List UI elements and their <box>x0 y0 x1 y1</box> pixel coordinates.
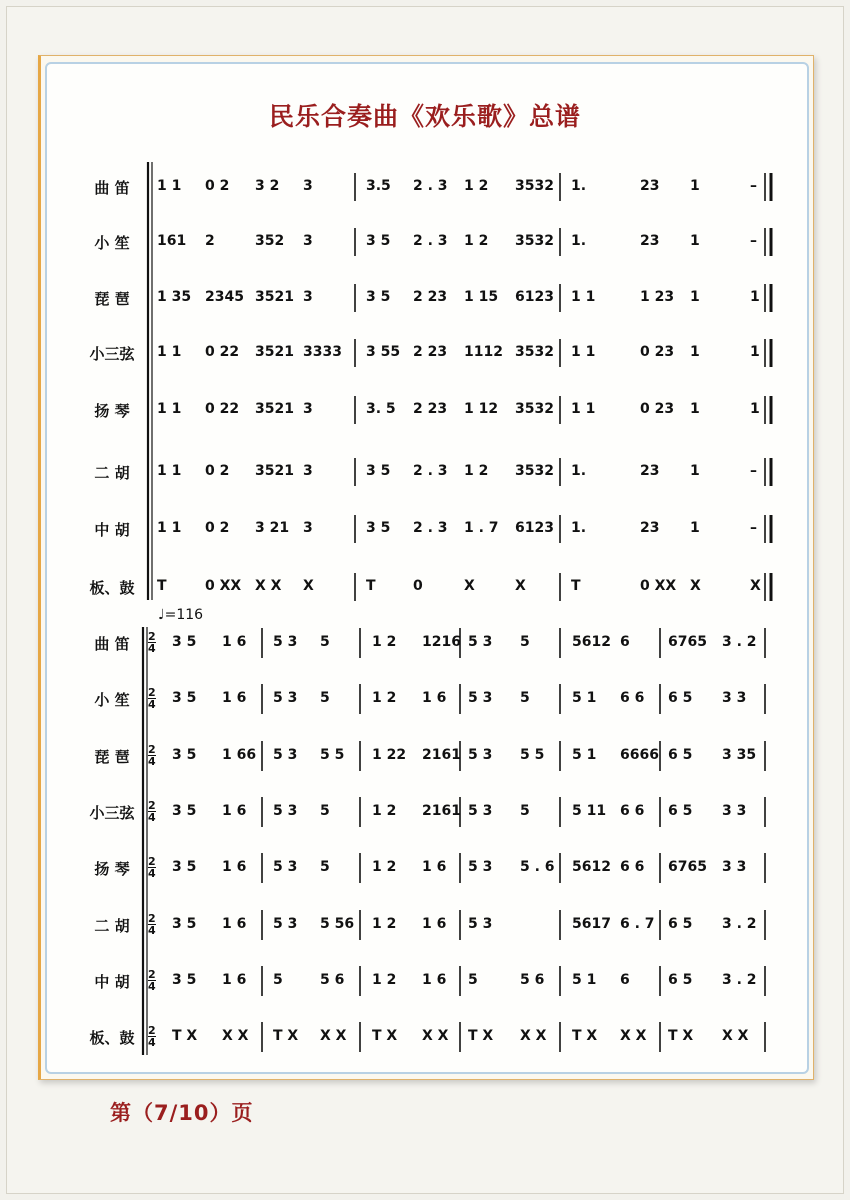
note-group: 161 <box>157 233 187 249</box>
note-group: 5 <box>468 972 478 988</box>
note-group: T X <box>172 1028 198 1044</box>
note-group: 0 2 <box>205 520 230 536</box>
note-group: 1 6 <box>222 859 247 875</box>
note-group: 1. <box>571 520 587 536</box>
note-group: 1 6 <box>222 972 247 988</box>
note-group: 1 2 <box>372 916 397 932</box>
note-group: 6 5 <box>668 690 693 706</box>
note-group: 5617 <box>572 916 611 932</box>
note-group: 6 5 <box>668 916 693 932</box>
note-group: 5 3 <box>468 634 493 650</box>
note-group: 2345 <box>205 289 244 305</box>
note-group: 1. <box>571 233 587 249</box>
note-group: 2 . 3 <box>413 520 448 536</box>
note-group: 3 . 2 <box>722 972 757 988</box>
note-group: 5 <box>520 690 530 706</box>
time-signature-top: 2 <box>148 686 156 699</box>
note-group: 0 22 <box>205 401 240 417</box>
note-group: 3 5 <box>366 520 391 536</box>
note-group: 1 6 <box>222 634 247 650</box>
note-group: 5 <box>273 972 283 988</box>
note-group: 2161 <box>422 803 461 819</box>
note-group: 3 <box>303 233 313 249</box>
note-group: 5 3 <box>273 690 298 706</box>
note-group: 1. <box>571 463 587 479</box>
time-signature-top: 2 <box>148 630 156 643</box>
note-group: 1 <box>750 401 760 417</box>
instrument-label: 琵 琶 <box>94 290 130 308</box>
note-group: 3 5 <box>172 916 197 932</box>
note-group: 1 1 <box>157 520 182 536</box>
note-group: 5 3 <box>273 747 298 763</box>
page-indicator: 第（7/10）页 <box>110 1101 254 1125</box>
note-group: 3532 <box>515 401 554 417</box>
note-group: 1 <box>750 344 760 360</box>
note-group: 5 3 <box>468 803 493 819</box>
note-group: 5 3 <box>468 859 493 875</box>
note-group: X X <box>520 1028 547 1044</box>
note-group: 6 5 <box>668 803 693 819</box>
note-group: T <box>157 578 167 594</box>
note-group: 1 1 <box>571 401 596 417</box>
instrument-label: 二 胡 <box>94 464 130 482</box>
note-group: 3 . 2 <box>722 916 757 932</box>
note-group: 3.5 <box>366 178 391 194</box>
note-group: 0 23 <box>640 344 675 360</box>
note-group: 3 5 <box>172 690 197 706</box>
note-group: 3532 <box>515 178 554 194</box>
note-group: 3 5 <box>366 463 391 479</box>
note-group: 6 5 <box>668 972 693 988</box>
instrument-label: 中 胡 <box>94 973 130 991</box>
note-group: 3521 <box>255 344 294 360</box>
note-group: 3 3 <box>722 690 747 706</box>
note-group: 5 56 <box>320 916 355 932</box>
note-group: 1112 <box>464 344 503 360</box>
note-group: 1 <box>690 289 700 305</box>
note-group: 5 <box>320 690 330 706</box>
note-group: T X <box>668 1028 694 1044</box>
note-group: 2 23 <box>413 289 448 305</box>
note-group: 6765 <box>668 859 707 875</box>
note-group: 3 5 <box>172 634 197 650</box>
note-group: 1. <box>571 178 587 194</box>
note-group: 5 6 <box>320 972 345 988</box>
time-signature-top: 2 <box>148 799 156 812</box>
instrument-label: 中 胡 <box>94 521 130 539</box>
note-group: 3 . 2 <box>722 634 757 650</box>
instrument-label: 板、鼓 <box>89 1029 135 1047</box>
note-group: 3521 <box>255 463 294 479</box>
note-group: 5612 <box>572 634 611 650</box>
note-group: 1 1 <box>157 401 182 417</box>
note-group: 6 6 <box>620 690 645 706</box>
note-group: 1 2 <box>372 634 397 650</box>
note-group: 1 2 <box>464 233 489 249</box>
note-group: 2 23 <box>413 344 448 360</box>
instrument-label: 板、鼓 <box>89 579 135 597</box>
note-group: 3. 5 <box>366 401 396 417</box>
time-signature-bottom: 4 <box>148 1036 156 1049</box>
note-group: 2 23 <box>413 401 448 417</box>
time-signature <box>148 913 156 936</box>
note-group: 1 6 <box>222 916 247 932</box>
note-group: 0 2 <box>205 178 230 194</box>
note-group: 2161 <box>422 747 461 763</box>
time-signature-bottom: 4 <box>148 980 156 993</box>
instrument-label: 小三弦 <box>89 345 135 363</box>
time-signature <box>148 856 156 879</box>
instrument-label: 小 笙 <box>94 234 130 252</box>
note-group: 1 2 <box>464 178 489 194</box>
note-group: T X <box>372 1028 398 1044</box>
note-group: 3 5 <box>172 747 197 763</box>
note-group: – <box>750 520 757 536</box>
note-group: 3 <box>303 520 313 536</box>
note-group: X <box>750 578 761 594</box>
note-group: 5 <box>320 859 330 875</box>
note-group: 5612 <box>572 859 611 875</box>
note-group: 1 <box>690 401 700 417</box>
note-group: 0 23 <box>640 401 675 417</box>
note-group: X X <box>620 1028 647 1044</box>
note-group: – <box>750 233 757 249</box>
instrument-label: 曲 笛 <box>94 635 130 653</box>
note-group: 1 <box>690 520 700 536</box>
note-group: 5 3 <box>468 747 493 763</box>
note-group: 5 3 <box>468 916 493 932</box>
note-group: 3 <box>303 401 313 417</box>
time-signature-top: 2 <box>148 968 156 981</box>
page-title: 民乐合奏曲《欢乐歌》总谱 <box>268 102 581 131</box>
instrument-label: 小三弦 <box>89 804 135 822</box>
note-group: 6 6 <box>620 859 645 875</box>
note-group: 3 3 <box>722 859 747 875</box>
note-group: 6 6 <box>620 803 645 819</box>
note-group: 3 <box>303 463 313 479</box>
note-group: 1 22 <box>372 747 407 763</box>
note-group: 1 . 7 <box>464 520 499 536</box>
instrument-label: 曲 笛 <box>94 179 130 197</box>
note-group: 5 3 <box>273 634 298 650</box>
note-group: 5 <box>320 634 330 650</box>
note-group: 0 XX <box>205 578 242 594</box>
note-group: X <box>303 578 314 594</box>
note-group: 5 <box>520 803 530 819</box>
note-group: 0 22 <box>205 344 240 360</box>
note-group: X <box>515 578 526 594</box>
note-group: 1 2 <box>372 972 397 988</box>
note-group: 0 <box>413 578 423 594</box>
note-group: 6765 <box>668 634 707 650</box>
note-group: 1 6 <box>422 859 447 875</box>
note-group: 1 23 <box>640 289 675 305</box>
note-group: 1 12 <box>464 401 499 417</box>
note-group: 1 2 <box>372 859 397 875</box>
note-group: 1 35 <box>157 289 192 305</box>
note-group: 5 5 <box>320 747 345 763</box>
note-group: 1 <box>690 233 700 249</box>
note-group: 1 <box>690 178 700 194</box>
note-group: 6123 <box>515 520 554 536</box>
note-group: 5 11 <box>572 803 607 819</box>
note-group: 1 1 <box>571 289 596 305</box>
note-group: 2 . 3 <box>413 178 448 194</box>
note-group: T X <box>273 1028 299 1044</box>
tempo-marking: ♩=116 <box>158 607 204 623</box>
note-group: 1 6 <box>222 803 247 819</box>
note-group: 3521 <box>255 289 294 305</box>
time-signature <box>148 744 156 767</box>
note-group: 3 5 <box>172 972 197 988</box>
note-group: 5 1 <box>572 690 597 706</box>
note-group: 5 6 <box>520 972 545 988</box>
note-group: 6 <box>620 972 630 988</box>
note-group: 3 <box>303 289 313 305</box>
note-group: 23 <box>640 178 660 194</box>
note-group: 1 6 <box>422 690 447 706</box>
note-group: 1 1 <box>571 344 596 360</box>
note-group: 1 <box>690 344 700 360</box>
instrument-label: 小 笙 <box>94 691 130 709</box>
note-group: 1 6 <box>422 972 447 988</box>
note-group: 5 <box>520 634 530 650</box>
note-group: 3 5 <box>366 289 391 305</box>
note-group: 352 <box>255 233 285 249</box>
time-signature-top: 2 <box>148 743 156 756</box>
note-group: 3 <box>303 178 313 194</box>
note-group: 1 1 <box>157 178 182 194</box>
note-group: X <box>690 578 701 594</box>
note-group: 1 1 <box>157 344 182 360</box>
note-group: 23 <box>640 520 660 536</box>
instrument-label: 扬 琴 <box>94 860 130 878</box>
note-group: 3 5 <box>366 233 391 249</box>
note-group: 1 1 <box>157 463 182 479</box>
note-group: X X <box>722 1028 749 1044</box>
time-signature <box>148 1025 156 1048</box>
note-group: T <box>571 578 581 594</box>
time-signature-top: 2 <box>148 1024 156 1037</box>
note-group: 3 3 <box>722 803 747 819</box>
note-group: 3532 <box>515 463 554 479</box>
note-group: 6 5 <box>668 747 693 763</box>
note-group: 3 5 <box>172 803 197 819</box>
note-group: 2 <box>205 233 215 249</box>
note-group: – <box>750 463 757 479</box>
time-signature-top: 2 <box>148 912 156 925</box>
note-group: 6 <box>620 634 630 650</box>
note-group: 2 . 3 <box>413 463 448 479</box>
note-group: 1 2 <box>372 690 397 706</box>
note-group: 1 66 <box>222 747 257 763</box>
time-signature <box>148 800 156 823</box>
note-group: 1 <box>750 289 760 305</box>
note-group: T X <box>468 1028 494 1044</box>
note-group: T X <box>572 1028 598 1044</box>
note-group: 3 2 <box>255 178 280 194</box>
note-group: 6 . 7 <box>620 916 655 932</box>
note-group: 5 3 <box>468 690 493 706</box>
note-group: X X <box>320 1028 347 1044</box>
note-group: 0 2 <box>205 463 230 479</box>
time-signature-bottom: 4 <box>148 642 156 655</box>
note-group: 5 . 6 <box>520 859 555 875</box>
note-group: 2 . 3 <box>413 233 448 249</box>
note-group: 5 <box>320 803 330 819</box>
note-group: 0 XX <box>640 578 677 594</box>
note-group: 3532 <box>515 344 554 360</box>
note-group: 3 55 <box>366 344 401 360</box>
note-group: – <box>750 178 757 194</box>
time-signature <box>148 631 156 654</box>
time-signature-bottom: 4 <box>148 755 156 768</box>
note-group: 3333 <box>303 344 342 360</box>
note-group: 23 <box>640 463 660 479</box>
time-signature <box>148 969 156 992</box>
note-group: 1 15 <box>464 289 499 305</box>
note-group: 3521 <box>255 401 294 417</box>
note-group: 1 2 <box>372 803 397 819</box>
note-group: 1 6 <box>422 916 447 932</box>
note-group: 1 2 <box>464 463 489 479</box>
note-group: 1216 <box>422 634 461 650</box>
note-group: 5 1 <box>572 972 597 988</box>
note-group: 6123 <box>515 289 554 305</box>
note-group: 3 21 <box>255 520 290 536</box>
note-group: 6666 <box>620 747 659 763</box>
note-group: X X <box>222 1028 249 1044</box>
note-group: 1 6 <box>222 690 247 706</box>
note-group: 3 35 <box>722 747 757 763</box>
time-signature-top: 2 <box>148 855 156 868</box>
note-group: 5 3 <box>273 859 298 875</box>
note-group: 1 <box>690 463 700 479</box>
time-signature-bottom: 4 <box>148 867 156 880</box>
note-group: T <box>366 578 376 594</box>
time-signature-bottom: 4 <box>148 811 156 824</box>
instrument-label: 扬 琴 <box>94 402 130 420</box>
note-group: 5 3 <box>273 803 298 819</box>
time-signature <box>148 687 156 710</box>
note-group: 3532 <box>515 233 554 249</box>
note-group: 3 5 <box>172 859 197 875</box>
note-group: 5 1 <box>572 747 597 763</box>
note-group: 5 5 <box>520 747 545 763</box>
note-group: X X <box>422 1028 449 1044</box>
instrument-label: 琵 琶 <box>94 748 130 766</box>
note-group: 23 <box>640 233 660 249</box>
time-signature-bottom: 4 <box>148 698 156 711</box>
note-group: X <box>464 578 475 594</box>
note-group: X X <box>255 578 282 594</box>
time-signature-bottom: 4 <box>148 924 156 937</box>
note-group: 5 3 <box>273 916 298 932</box>
instrument-label: 二 胡 <box>94 917 130 935</box>
